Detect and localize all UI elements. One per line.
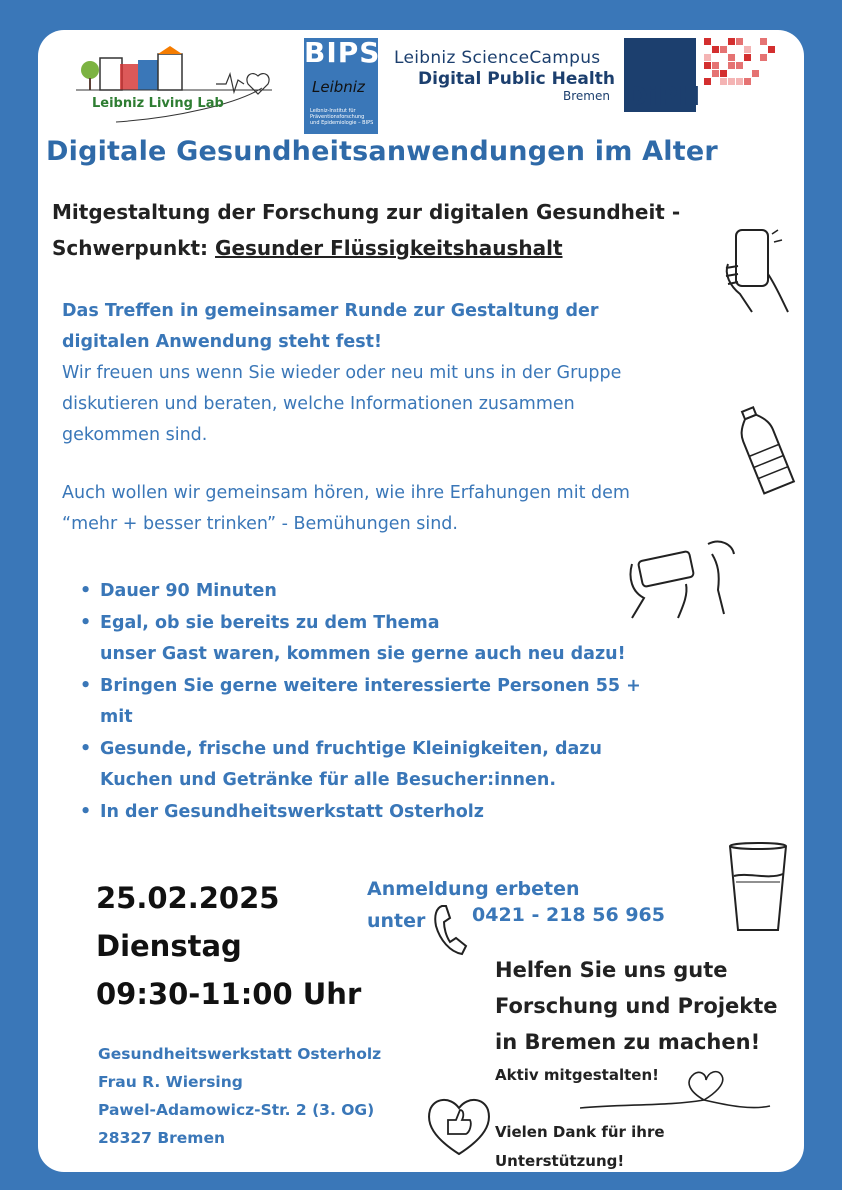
event-weekday: Dienstag [96, 929, 242, 963]
subtitle-focus: Gesunder Flüssigkeitshaushalt [215, 236, 563, 260]
water-glass-icon [726, 842, 790, 934]
list-item [78, 576, 718, 608]
diph-label: DiPH [626, 82, 702, 112]
address-line2: Frau R. Wiersing [98, 1073, 243, 1091]
sciencecampus-line1: Leibniz ScienceCampus [394, 48, 601, 68]
page-title: Digitale Gesundheitsanwendungen im Alter [46, 136, 718, 167]
water-bottle-icon [734, 404, 796, 496]
living-lab-label: Leibniz Living Lab [92, 96, 224, 111]
diph-pixel [720, 70, 727, 77]
address-line1: Gesundheitswerkstatt Osterholz [98, 1045, 382, 1063]
bullet-text-cont: Kuchen und Getränke für alle Besucher:innen. [100, 770, 556, 790]
aktiv-label: Aktiv mitgestalten! [495, 1066, 659, 1084]
diph-pixel [736, 62, 743, 69]
thumbs-up-heart-icon [424, 1090, 494, 1160]
bips-logo [304, 36, 381, 134]
event-time: 09:30-11:00 Uhr [96, 977, 362, 1011]
diph-pixel [712, 70, 719, 77]
intro-bold-1: Das Treffen in gemeinsamer Runde zur Gestaltung der [62, 301, 599, 321]
subtitle-line2 [52, 236, 563, 260]
diph-pixel [728, 62, 735, 69]
registration-line2: unter [367, 910, 426, 932]
help-line2: Forschung und Projekte [495, 994, 778, 1018]
help-line1: Helfen Sie uns gute [495, 958, 728, 982]
diph-pixel [712, 46, 719, 53]
bips-title: BIPS [304, 36, 381, 69]
intro-bold-2: digitalen Anwendung steht fest! [62, 332, 383, 352]
intro-line-4: Auch wollen wir gemeinsam hören, wie ihre Erfahungen mit dem [62, 483, 630, 503]
bips-signature: Leibniz [312, 78, 365, 96]
intro-line-2: diskutieren und beraten, welche Informationen zusammen [62, 394, 575, 414]
list-item [78, 797, 718, 829]
diph-pixel [720, 46, 727, 53]
diph-pixel [768, 46, 775, 53]
diph-pixel [760, 38, 767, 45]
address-block [98, 1040, 381, 1152]
info-bullet-list [78, 576, 718, 828]
address-line4: 28327 Bremen [98, 1129, 225, 1147]
bullet-text-cont: mit [100, 707, 133, 727]
bullet-text: Gesunde, frische und fruchtige Kleinigkeiten, dazu [100, 738, 602, 759]
diph-pixel [728, 38, 735, 45]
bullet-text-cont: unser Gast waren, kommen sie gerne auch neu dazu! [100, 644, 626, 664]
phone-number[interactable]: 0421 - 218 56 965 [472, 904, 665, 926]
diph-pixel [744, 46, 751, 53]
diph-pixel [704, 62, 711, 69]
diph-pixel [704, 54, 711, 61]
subtitle-prefix: Schwerpunkt: [52, 236, 216, 260]
intro-line-5: “mehr + besser trinken” - Bemühungen sind. [62, 514, 458, 534]
subtitle-line1: Mitgestaltung der Forschung zur digitalen Gesundheit - [52, 200, 681, 224]
diph-pixel [728, 54, 735, 61]
list-item [78, 734, 718, 797]
address-line3: Pawel-Adamowicz-Str. 2 (3. OG) [98, 1101, 375, 1119]
diph-pixel [704, 38, 711, 45]
registration-line1: Anmeldung erbeten [367, 878, 580, 900]
thanks-text [495, 1118, 665, 1176]
help-line3: in Bremen zu machen! [495, 1030, 761, 1054]
telephone-icon [432, 902, 468, 958]
intro-line-3: gekommen sind. [62, 425, 208, 445]
bullet-text: Dauer 90 Minuten [100, 581, 277, 601]
bullet-text: In der Gesundheitswerkstatt Osterholz [100, 801, 484, 822]
diph-pixel [736, 78, 743, 85]
intro-line-1: Wir freuen uns wenn Sie wieder oder neu mit uns in der Gruppe [62, 363, 622, 383]
list-item [78, 671, 718, 734]
bips-subtitle: Leibniz-Institut für Präventionsforschung und Epidemiologie – BIPS [310, 108, 374, 126]
list-item [78, 608, 718, 671]
bullet-text: Egal, ob sie bereits zu dem Thema [100, 612, 440, 633]
event-date: 25.02.2025 [96, 881, 280, 915]
diph-pixel [760, 54, 767, 61]
diph-pixel [712, 62, 719, 69]
leibniz-living-lab-logo [76, 44, 276, 126]
sciencecampus-line3: Bremen [563, 89, 610, 103]
diph-pixel [736, 38, 743, 45]
heart-line-icon [580, 1062, 772, 1114]
bullet-text: Bringen Sie gerne weitere interessierte Personen 55 + [100, 675, 641, 696]
diph-pixel [728, 78, 735, 85]
sciencecampus-line2: Digital Public Health [418, 69, 615, 89]
diph-pixel [752, 70, 759, 77]
diph-pixel [744, 54, 751, 61]
diph-pixel [720, 78, 727, 85]
thanks-line2: Unterstützung! [495, 1152, 625, 1170]
diph-pixel [744, 78, 751, 85]
diph-pixel [704, 78, 711, 85]
help-text [495, 952, 815, 1060]
thanks-line1: Vielen Dank für ihre [495, 1123, 665, 1141]
event-datetime [96, 874, 361, 1018]
